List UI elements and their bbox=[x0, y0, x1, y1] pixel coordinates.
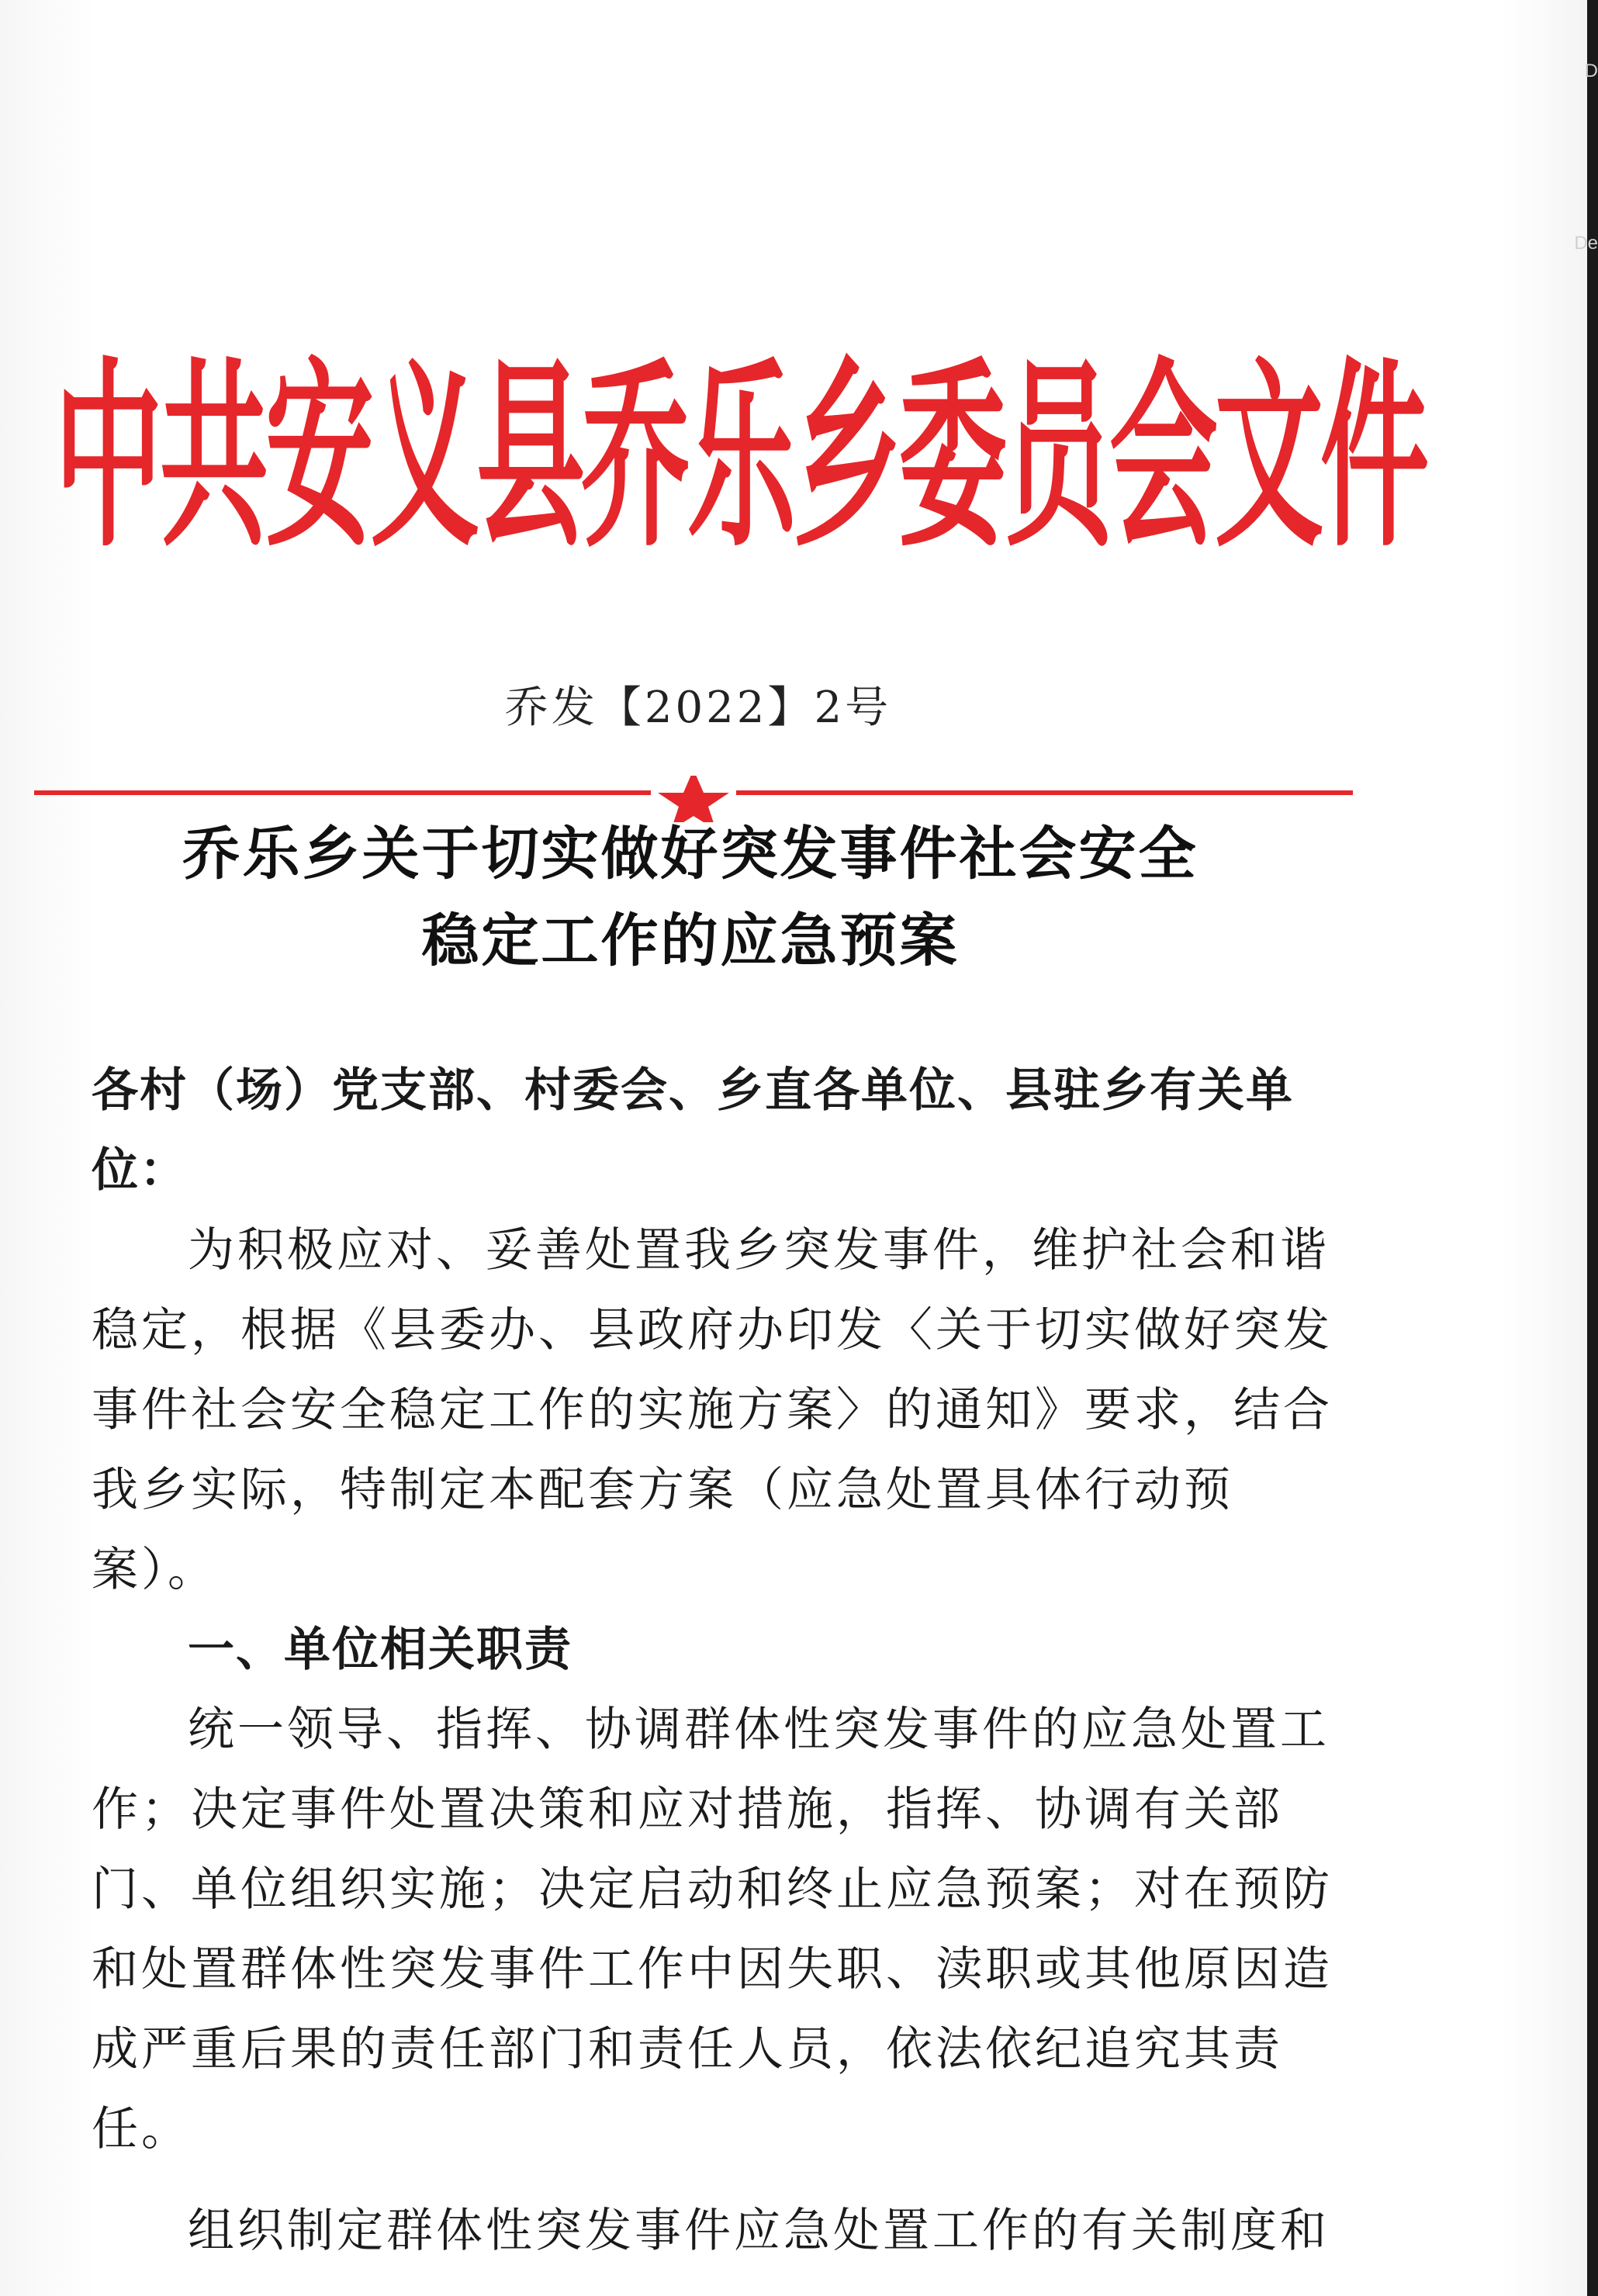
masthead-title: 中共安义县乔乐乡委员会文件 bbox=[54, 340, 1427, 576]
edge-text-fragment: D bbox=[1584, 61, 1598, 81]
document-title bbox=[0, 811, 1381, 984]
section-paragraph: 组织制定群体性突发事件应急处置工作的有关制度和 bbox=[188, 2204, 1330, 2258]
section-paragraph: 统一领导、指挥、协调群体性突发事件的应急处置工作；决定事件处置决策和应对措施，指挥、协调有关部门、单位组织实施；决定启动和终止应急预案；对在预防和处置群体性突发事件工作中因失职、渎职或其他原因造成严重后果的责任部门和责任人员，依法依纪追究其责任。 bbox=[92, 1703, 1333, 2156]
salutation: 各村（场）党支部、村委会、乡直各单位、县驻乡有关单位： bbox=[92, 1063, 1294, 1198]
document-body bbox=[92, 1051, 1333, 2271]
section-heading: 一、单位相关职责 bbox=[188, 1623, 572, 1677]
title-line-2: 稳定工作的应急预案 bbox=[421, 908, 960, 974]
intro-paragraph: 为积极应对、妥善处置我乡突发事件，维护社会和谐稳定，根据《县委办、县政府办印发〈关于切实做好突发事件社会安全稳定工作的实施方案〉的通知》要求，结合我乡实际，特制定本配套方案（应急处置具体行动预案）。 bbox=[92, 1223, 1333, 1597]
document-number: 乔发【2022】2号 bbox=[504, 683, 892, 733]
edge-text-fragment: De bbox=[1574, 233, 1598, 254]
title-line-1: 乔乐乡关于切实做好突发事件社会安全 bbox=[182, 821, 1198, 887]
